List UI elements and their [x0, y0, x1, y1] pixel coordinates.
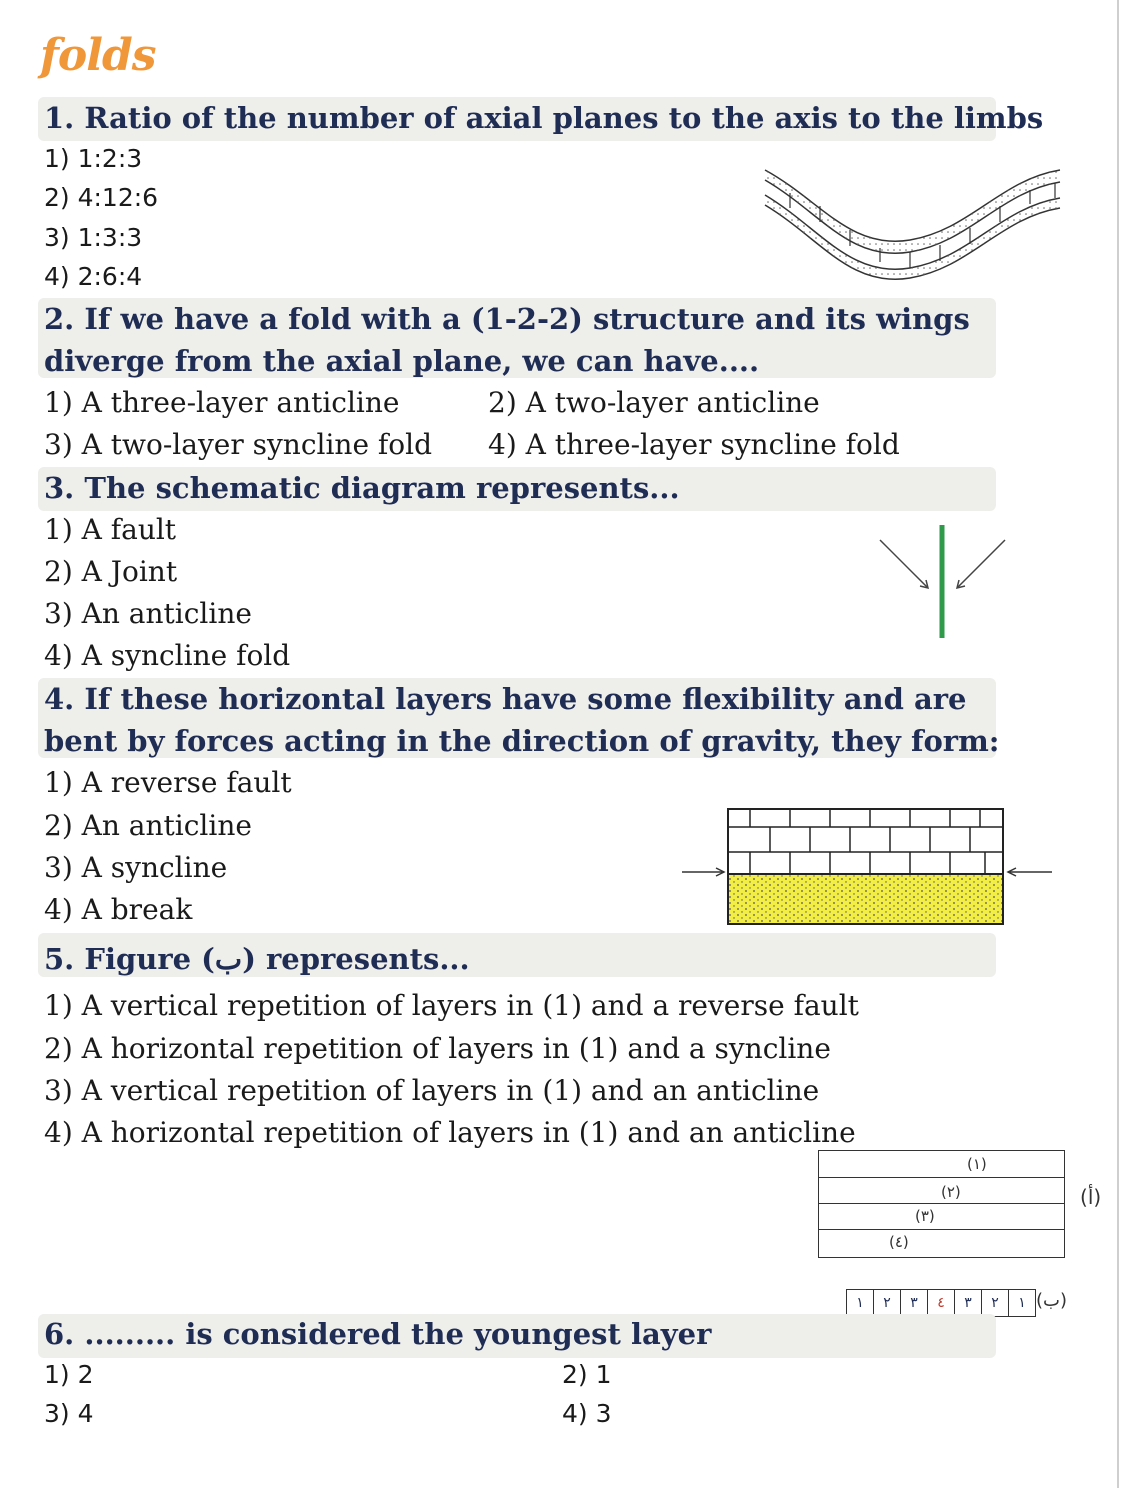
q1-option-3[interactable]: 3) 1:3:3 — [44, 223, 143, 252]
figure-a-layer-2: (٢) — [941, 1183, 961, 1201]
q5-option-4[interactable]: 4) A horizontal repetition of layers in (1) and an anticline — [44, 1116, 856, 1149]
q5-option-2[interactable]: 2) A horizontal repetition of layers in (1) and a syncline — [44, 1032, 831, 1065]
figure-b-cell: ٣ — [955, 1290, 982, 1316]
q2-option-1[interactable]: 1) A three-layer anticline — [44, 386, 400, 419]
question-2-line-2: diverge from the axial plane, we can have.... — [44, 344, 760, 378]
page-title: folds — [40, 30, 156, 81]
q6-option-3[interactable]: 3) 4 — [44, 1399, 94, 1428]
fold-wave-figure — [760, 140, 1065, 290]
figure-b-cell: ٢ — [982, 1290, 1009, 1316]
figure-a-layer-4: (٤) — [889, 1233, 909, 1251]
q2-option-2[interactable]: 2) A two-layer anticline — [488, 386, 820, 419]
q3-option-2[interactable]: 2) A Joint — [44, 555, 178, 588]
q4-option-2[interactable]: 2) An anticline — [44, 809, 252, 842]
q2-option-3[interactable]: 3) A two-layer syncline fold — [44, 428, 433, 461]
question-6-text: 6. ......... is considered the youngest layer — [44, 1317, 712, 1351]
figure-a-layers — [818, 1150, 1065, 1258]
figure-b-cell: ١ — [847, 1290, 874, 1316]
q1-option-1[interactable]: 1) 1:2:3 — [44, 144, 143, 173]
q6-option-4[interactable]: 4) 3 — [562, 1399, 612, 1428]
figure-b-cell: ٢ — [874, 1290, 901, 1316]
figure-a-label: (أ) — [1080, 1185, 1102, 1209]
q6-option-2[interactable]: 2) 1 — [562, 1360, 612, 1389]
q1-option-2[interactable]: 2) 4:12:6 — [44, 183, 159, 212]
question-3-text: 3. The schematic diagram represents... — [44, 471, 680, 505]
q3-option-3[interactable]: 3) An anticline — [44, 597, 252, 630]
joint-diagram — [870, 520, 1015, 645]
question-2-line-1: 2. If we have a fold with a (1-2-2) structure and its wings — [44, 302, 970, 336]
q3-option-4[interactable]: 4) A syncline fold — [44, 639, 291, 672]
q1-option-4[interactable]: 4) 2:6:4 — [44, 262, 143, 291]
question-4-line-1: 4. If these horizontal layers have some flexibility and are — [44, 682, 967, 716]
figure-b-strip — [846, 1289, 1036, 1317]
q5-option-3[interactable]: 3) A vertical repetition of layers in (1) and an anticline — [44, 1074, 820, 1107]
figure-b-cell: ٤ — [928, 1290, 955, 1316]
q3-option-1[interactable]: 1) A fault — [44, 513, 177, 546]
q4-option-1[interactable]: 1) A reverse fault — [44, 766, 292, 799]
question-5-text: 5. Figure (ب) represents... — [44, 942, 470, 976]
figure-b-cell: ١ — [1018, 1295, 1026, 1311]
q4-option-3[interactable]: 3) A syncline — [44, 851, 228, 884]
figure-a-layer-3: (٣) — [915, 1207, 935, 1225]
figure-b-cell: ٣ — [901, 1290, 928, 1316]
q5-option-1[interactable]: 1) A vertical repetition of layers in (1) and a reverse fault — [44, 989, 859, 1022]
figure-b-label: (ب) — [1036, 1290, 1068, 1311]
figure-a-layer-1: (١) — [967, 1155, 987, 1173]
q4-option-4[interactable]: 4) A break — [44, 893, 193, 926]
q2-option-4[interactable]: 4) A three-layer syncline fold — [488, 428, 900, 461]
q6-option-1[interactable]: 1) 2 — [44, 1360, 94, 1389]
horizontal-layers-figure — [680, 805, 1055, 930]
question-4-line-2: bent by forces acting in the direction of gravity, they form: — [44, 724, 1000, 758]
question-1-text: 1. Ratio of the number of axial planes to the axis to the limbs — [44, 101, 1044, 135]
